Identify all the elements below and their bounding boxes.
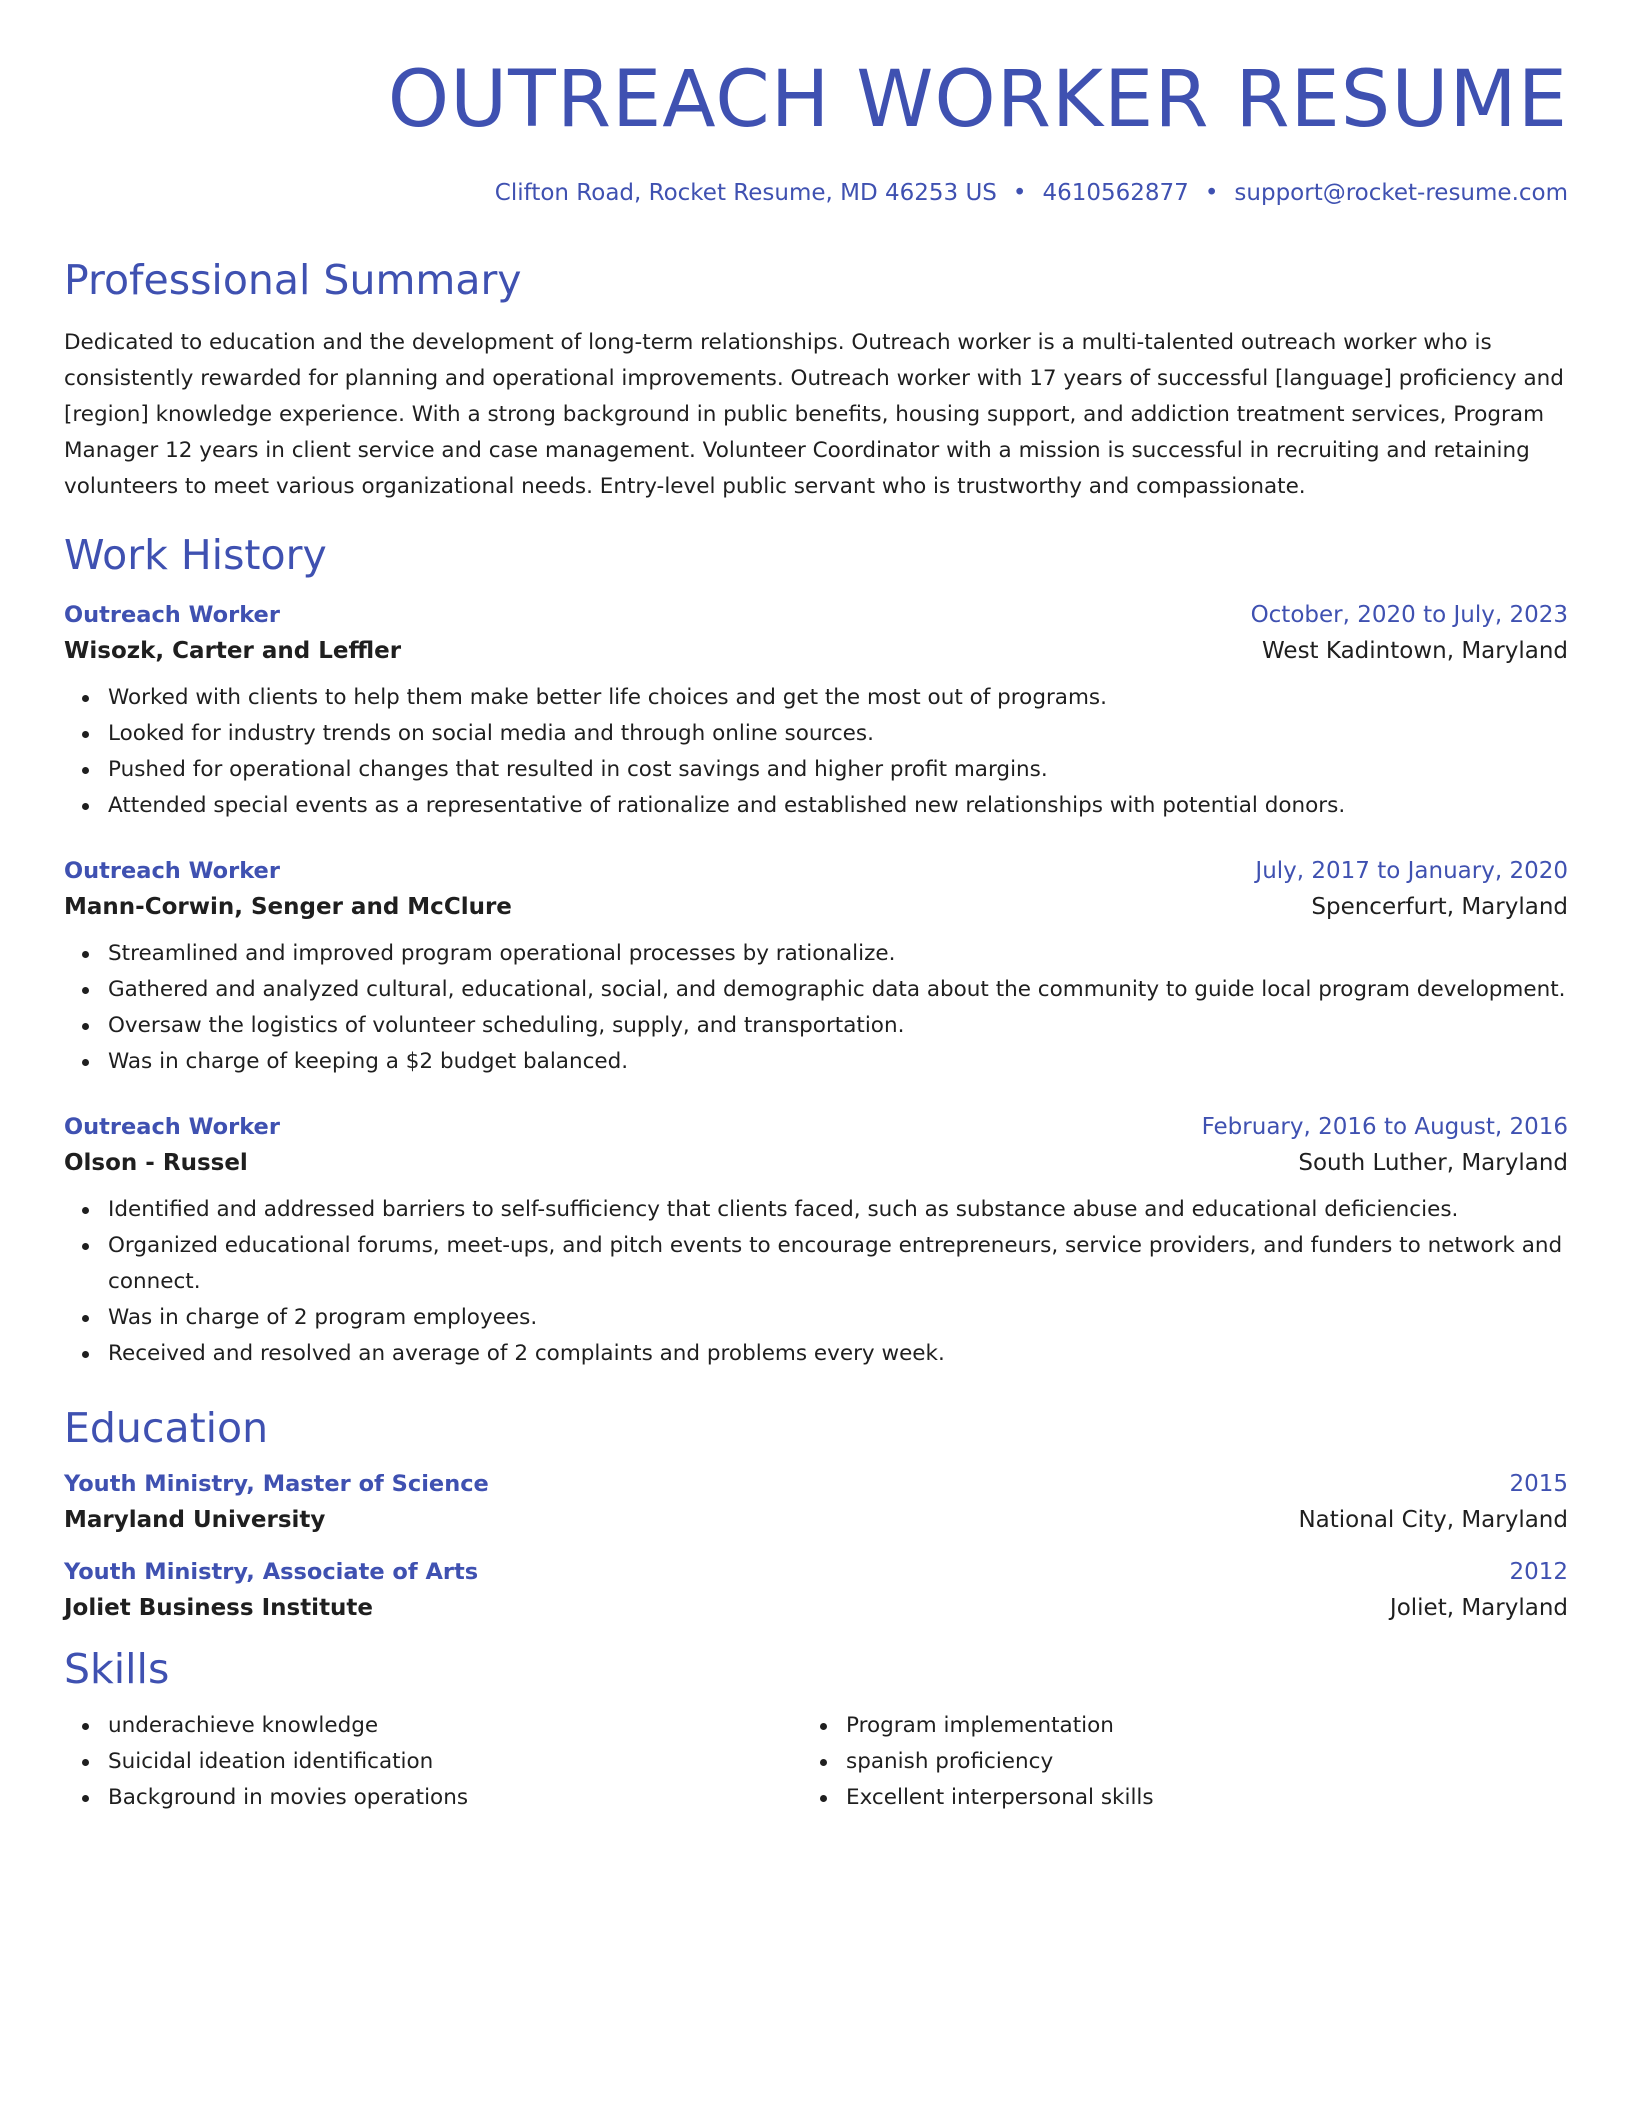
job-company: Wisozk, Carter and Leffler	[64, 638, 402, 665]
job-bullets	[64, 680, 1568, 824]
job-bullet: Received and resolved an average of 2 complaints and problems every week.	[108, 1336, 1568, 1372]
resume-header	[64, 56, 1568, 206]
job-entry	[64, 602, 1568, 824]
education-heading: Education	[64, 1404, 269, 1453]
job-company: Olson - Russel	[64, 1150, 248, 1177]
job-bullet: Identified and addressed barriers to self-sufficiency that clients faced, such as substance abuse and educational deficiencies.	[108, 1192, 1568, 1228]
job-entry	[64, 858, 1568, 1080]
job-bullet: Organized educational forums, meet-ups, and pitch events to encourage entrepreneurs, service providers, and funders to network and connect.	[108, 1228, 1568, 1300]
skills-columns	[64, 1708, 1568, 1816]
job-role: Outreach Worker	[64, 858, 280, 885]
work-history-heading: Work History	[64, 530, 327, 579]
job-bullet: Oversaw the logistics of volunteer scheduling, supply, and transportation.	[108, 1008, 1568, 1044]
job-company-row	[64, 1150, 1568, 1176]
education-school: Joliet Business Institute	[64, 1595, 374, 1622]
education-entry	[64, 1471, 1568, 1533]
education-header-row	[64, 1471, 1568, 1497]
skills-list-left	[64, 1708, 802, 1816]
skill-item: Background in movies operations	[108, 1780, 802, 1816]
skill-item: Excellent interpersonal skills	[846, 1780, 1540, 1816]
education-degree: Youth Ministry, Master of Science	[64, 1471, 489, 1498]
education-year: 2015	[1509, 1471, 1568, 1498]
job-location: West Kadintown, Maryland	[1262, 638, 1568, 665]
job-bullet: Was in charge of keeping a $2 budget balanced.	[108, 1044, 1568, 1080]
job-location: South Luther, Maryland	[1298, 1150, 1568, 1177]
job-bullet: Streamlined and improved program operational processes by rationalize.	[108, 936, 1568, 972]
job-bullet: Looked for industry trends on social media and through online sources.	[108, 716, 1568, 752]
job-dates: October, 2020 to July, 2023	[1250, 602, 1568, 629]
job-bullet: Was in charge of 2 program employees.	[108, 1300, 1568, 1336]
education-location: Joliet, Maryland	[1389, 1595, 1568, 1622]
education-school-row	[64, 1507, 1568, 1533]
job-bullet: Gathered and analyzed cultural, educational, social, and demographic data about the community to guide local program development.	[108, 972, 1568, 1008]
job-role: Outreach Worker	[64, 1114, 280, 1141]
job-bullet: Worked with clients to help them make better life choices and get the most out of programs.	[108, 680, 1568, 716]
job-company-row	[64, 894, 1568, 920]
contact-separator: •	[1204, 179, 1219, 206]
education-school-row	[64, 1595, 1568, 1621]
summary-heading: Professional Summary	[64, 255, 522, 304]
skill-item: underachieve knowledge	[108, 1708, 802, 1744]
summary-text: Dedicated to education and the development of long-term relationships. Outreach worker is a multi-talented outreach worker who is consistently rewarded for planning and operational improvements. Outreach worker with 17 years of successful [language] proficiency and [region] knowledge experience. With a strong background in public benefits, housing support, and addiction treatment services, Program Manager 12 years in client service and case management. Volunteer Coordinator with a mission is successful in recruiting and retaining volunteers to meet various organizational needs. Entry-level public servant who is trustworthy and compassionate.	[64, 329, 1564, 499]
education-header-row	[64, 1559, 1568, 1585]
education-entry	[64, 1559, 1568, 1621]
education-year: 2012	[1509, 1559, 1568, 1586]
contact-separator: •	[1012, 179, 1027, 206]
job-company-row	[64, 638, 1568, 664]
job-entry	[64, 1114, 1568, 1372]
job-header-row	[64, 1114, 1568, 1140]
job-bullet: Attended special events as a representative of rationalize and established new relationships with potential donors.	[108, 788, 1568, 824]
skill-item: Program implementation	[846, 1708, 1540, 1744]
job-dates: July, 2017 to January, 2020	[1255, 858, 1568, 885]
contact-line	[64, 180, 1568, 206]
job-header-row	[64, 858, 1568, 884]
job-location: Spencerfurt, Maryland	[1311, 894, 1568, 921]
job-role: Outreach Worker	[64, 602, 280, 629]
education-location: National City, Maryland	[1298, 1507, 1568, 1534]
skills-heading: Skills	[64, 1645, 170, 1694]
job-bullets	[64, 936, 1568, 1080]
contact-email: support@rocket-resume.com	[1234, 179, 1568, 206]
resume-title: OUTREACH WORKER RESUME	[387, 55, 1568, 145]
skill-item: Suicidal ideation identification	[108, 1744, 802, 1780]
job-header-row	[64, 602, 1568, 628]
education-school: Maryland University	[64, 1507, 326, 1534]
contact-address: Clifton Road, Rocket Resume, MD 46253 US	[494, 179, 997, 206]
job-dates: February, 2016 to August, 2016	[1201, 1114, 1568, 1141]
education-degree: Youth Ministry, Associate of Arts	[64, 1559, 479, 1586]
skill-item: spanish proficiency	[846, 1744, 1540, 1780]
job-bullets	[64, 1192, 1568, 1372]
job-bullet: Pushed for operational changes that resulted in cost savings and higher profit margins.	[108, 752, 1568, 788]
contact-phone: 4610562877	[1042, 179, 1189, 206]
job-company: Mann-Corwin, Senger and McClure	[64, 894, 512, 921]
skills-list-right	[802, 1708, 1540, 1816]
